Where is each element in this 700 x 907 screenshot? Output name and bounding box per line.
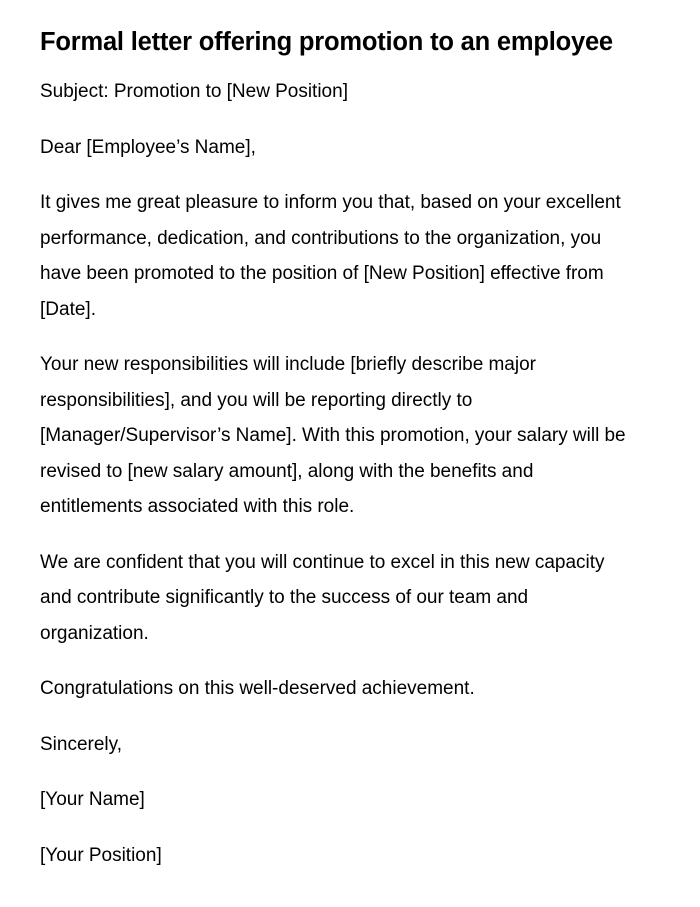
letter-paragraph-2: Your new responsibilities will include [briefly describe major responsibilities], and you will be reporting directly to [Manager/Supervisor’s Name]. With this promotion, your salary will be revised to [new salary amount], along with the benefits and entitlements associated with this role. (40, 354, 626, 517)
letter-salutation: Dear [Employee’s Name], (40, 136, 256, 158)
letter-congratulations: Congratulations on this well-deserved achievement. (40, 678, 475, 699)
letter-paragraph-1: It gives me great pleasure to inform you that, based on your excellent performance, dedication, and contributions to the organization, you have been promoted to the position of [New Position] effective from [Date]. (40, 192, 621, 320)
letter-paragraph-3: We are confident that you will continue to excel in this new capacity and contribute significantly to the success of our team and organization. (40, 551, 605, 644)
signature-position: [Your Position] (40, 844, 162, 866)
letter-closing: Sincerely, (40, 733, 123, 755)
signature-name: [Your Name] (40, 789, 145, 810)
page-title: Formal letter offering promotion to an employee (40, 28, 613, 56)
letter-subject: Subject: Promotion to [New Position] (40, 81, 348, 102)
letter-body (40, 74, 640, 873)
